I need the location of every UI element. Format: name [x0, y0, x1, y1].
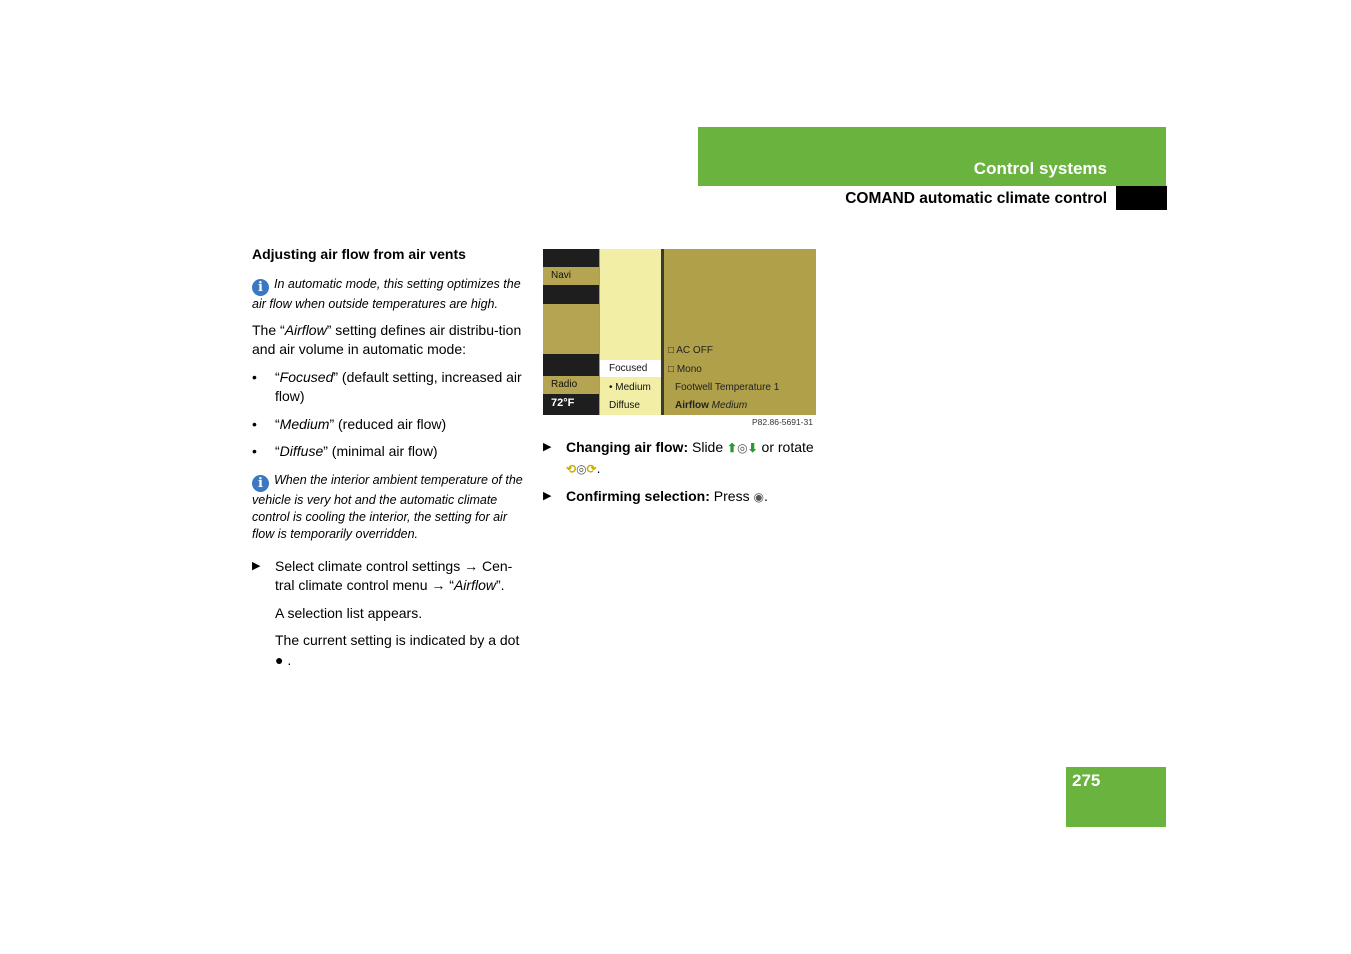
screen-item-navi: Navi: [543, 267, 599, 285]
instruction-step: ▶ Select climate control settings → Cen-tral climate control menu → “Airflow”.: [252, 557, 513, 593]
screen-airflow: Airflow Medium: [675, 400, 748, 411]
menu-item-diffuse: Diffuse: [609, 400, 640, 411]
instruction-step: ▶ Confirming selection: Press ◉.: [543, 487, 819, 508]
info-note-2: i When the interior ambient temperature of the vehicle is very hot and the automatic climate control is cooling the interior, the setting for air flow is temporarily overridden.: [252, 472, 523, 541]
step-result: The current setting is indicated by a dot ● .: [275, 632, 520, 668]
screen-item-radio: Radio: [543, 376, 599, 394]
comand-screen-illustration: [543, 249, 816, 415]
list-item: • “Focused” (default setting, increased air flow): [252, 368, 522, 404]
right-column: [543, 438, 819, 516]
press-controller-icon: ◉: [753, 490, 764, 504]
screen-temp: 72°F: [551, 397, 575, 409]
screen-ac: □ AC OFF: [668, 345, 713, 356]
left-column: [252, 245, 528, 678]
list-item: • “Diffuse” (minimal air flow): [252, 443, 438, 459]
info-note-1: i In automatic mode, this setting optimizes the air flow when outside temperatures are high.: [252, 276, 521, 311]
section-title: Control systems: [973, 159, 1107, 178]
rotate-controller-icon: ⟲◎⟳: [566, 461, 597, 476]
step-arrow-icon: ▶: [543, 490, 552, 502]
heading: Adjusting air flow from air vents: [252, 246, 466, 262]
list-item: • “Medium” (reduced air flow): [252, 415, 447, 432]
screen-mono: □ Mono: [668, 364, 702, 375]
info-icon: i: [252, 279, 269, 296]
menu-item-medium: • Medium: [609, 382, 651, 393]
step-result: A selection list appears.: [275, 604, 423, 621]
slide-controller-icon: ⬆◎⬇: [727, 441, 758, 455]
menu-item-focused: Focused: [600, 360, 661, 377]
subsection-title: COMAND automatic climate control: [845, 190, 1107, 207]
screen-band: [543, 304, 599, 354]
figure-caption: P82.86-5691-31: [752, 417, 813, 427]
header-tab-marker: [1116, 186, 1167, 210]
screen-footwell: Footwell Temperature 1: [675, 382, 780, 393]
page-number: 275: [1072, 771, 1101, 790]
page-number-box: [1066, 767, 1166, 827]
info-icon: i: [252, 475, 269, 492]
intro-paragraph: The “Airflow” setting defines air distribu-tion and air volume in automatic mode:: [252, 321, 522, 357]
screen-divider: [661, 249, 664, 415]
step-arrow-icon: ▶: [252, 559, 261, 572]
instruction-step: ▶ Changing air flow: Slide ⬆◎⬇ or rotate ⟲◎⟳.: [543, 439, 814, 476]
step-arrow-icon: ▶: [543, 441, 552, 453]
